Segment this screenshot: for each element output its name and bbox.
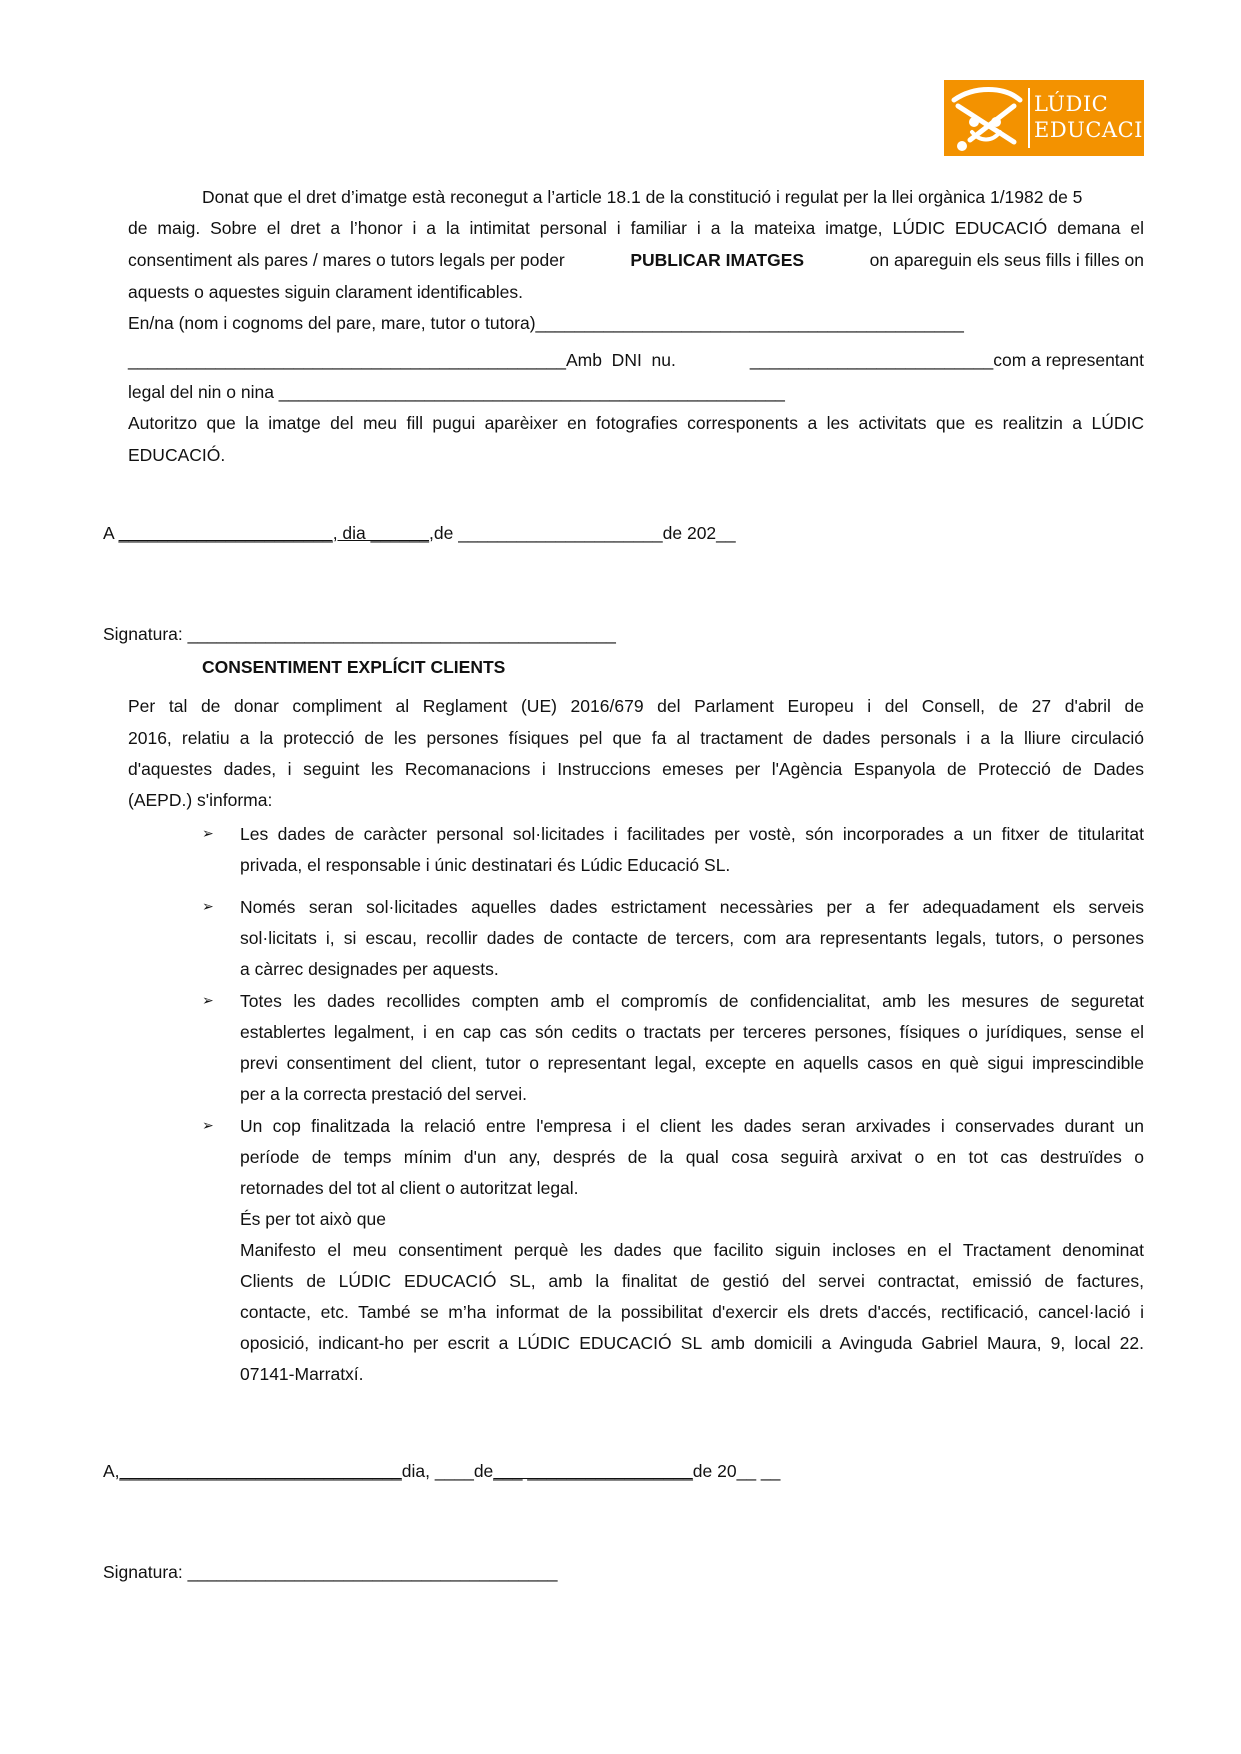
date-day-field-2[interactable]: ____ [434, 1461, 474, 1481]
date-line-2-a: A, [103, 1461, 120, 1481]
date-line-2 [103, 1459, 780, 1483]
bullet-3-line-4: per a la correcta prestació del servei. [240, 1084, 527, 1104]
authorization-line-1: Autoritzo que la imatge del meu fill pugui aparèixer en fotografies corresponents a les activitats que es realitzin a LÚDIC [128, 413, 1144, 433]
date-line-1-de: ,de [429, 523, 459, 543]
image-rights-line-3 [128, 248, 1144, 272]
bullet-4-line-2: període de temps mínim d'un any, després de la qual cosa seguirà arxivat o en tot cas destruïdes o [240, 1147, 1144, 1167]
children-logo-icon [944, 80, 1028, 156]
bullet-arrow-icon: ➢ [202, 826, 214, 842]
image-rights-line-1: Donat que el dret d’imatge està reconegut a l’article 18.1 de la constitució i regulat per la llei orgànica 1/1982 de 5 [202, 187, 1083, 207]
signature-field-2[interactable]: Signatura: ______________________________________ [103, 1562, 558, 1582]
date-month-field-2[interactable]: ___ _________________ [493, 1461, 693, 1481]
bullet-4-line-3: retornades del tot al client o autoritzat legal. [240, 1178, 579, 1198]
bullet-arrow-icon: ➢ [202, 1118, 214, 1134]
date-line-1-a: A [103, 523, 119, 543]
guardian-name-field[interactable]: En/na (nom i cognoms del pare, mare, tutor o tutora)____________________________________________ [128, 313, 964, 333]
bullet-3-line-1: Totes les dades recollides compten amb el compromís de confidencialitat, amb les mesures de seguretat [240, 991, 1144, 1011]
image-rights-line-2: de maig. Sobre el dret a l’honor i a la intimitat personal i familiar i a la mateixa imatge, LÚDIC EDUCACIÓ demana el [128, 218, 1144, 238]
manifest-line-5: 07141-Marratxí. [240, 1364, 364, 1384]
child-name-field[interactable]: legal del nin o nina ____________________________________________________ [128, 382, 785, 402]
date-year-field-1[interactable]: de 202__ [662, 523, 736, 543]
manifest-line-3: contacte, etc. També se m’ha informat de la possibilitat d'exercir els drets d'accés, rectificació, cancel·lació i [240, 1302, 1144, 1322]
bullet-arrow-icon: ➢ [202, 993, 214, 1009]
bullet-2-line-1: Només seran sol·licitades aquelles dades estrictament necessàries per a fer adequadament els serveis [240, 897, 1144, 917]
bullet-3-line-2: establertes legalment, i en cap cas són cedits o tractats per terceres persones, físiques o jurídiques, sense el [240, 1022, 1144, 1042]
consent-intro-line-4: (AEPD.) s'informa: [128, 790, 273, 810]
bullet-2-line-3: a càrrec designades per aquests. [240, 959, 499, 979]
bullet-1-line-1: Les dades de caràcter personal sol·licitades i facilitades per vostè, són incorporades a un fitxer de titularitat [240, 824, 1144, 844]
date-month-field-1[interactable]: _____________________ [458, 523, 663, 543]
consent-title: CONSENTIMENT EXPLÍCIT CLIENTS [202, 657, 506, 677]
bullet-arrow-icon: ➢ [202, 899, 214, 915]
logo-divider [1028, 88, 1030, 148]
bullet-3-line-3: previ consentiment del client, tutor o representant legal, excepte en aquells casos en què sigui imprescindible [240, 1053, 1144, 1073]
consent-intro-line-1: Per tal de donar compliment al Reglament (UE) 2016/679 del Parlament Europeu i del Consell, de 27 d'abril de [128, 696, 1144, 716]
date-year-field-2[interactable]: de 20__ __ [692, 1461, 781, 1481]
logo-text-educacio: EDUCACIÓ [1034, 118, 1161, 142]
date-place-field-2[interactable]: _____________________________ [119, 1461, 402, 1481]
ludic-educacio-logo [944, 80, 1161, 156]
bullet-1-line-2: privada, el responsable i únic destinatari és Lúdic Educació SL. [240, 855, 731, 875]
bullet-4-line-1: Un cop finalitzada la relació entre l'empresa i el client les dades seran arxivades i conservades durant un [240, 1116, 1144, 1136]
authorization-line-2: EDUCACIÓ. [128, 445, 226, 465]
image-rights-line-3-end: on apareguin els seus fills i filles on [869, 250, 1144, 270]
dni-line [128, 348, 1144, 372]
image-rights-line-3-start: consentiment als pares / mares o tutors legals per poder [128, 250, 565, 270]
manifest-line-2: Clients de LÚDIC EDUCACIÓ SL, amb la finalitat de gestió del servei contractat, emissió de factures, [240, 1271, 1144, 1291]
logo-text-ludic: LÚDIC [1034, 92, 1109, 116]
publish-images-emphasis: PUBLICAR IMATGES [630, 250, 805, 270]
image-rights-line-4: aquests o aquestes siguin clarament identificables. [128, 282, 523, 302]
representative-field[interactable]: _________________________com a representant [749, 350, 1144, 370]
manifest-line-4: oposició, indicant-ho per escrit a LÚDIC EDUCACIÓ SL amb domicili a Avinguda Gabriel Maura, 9, local 22. [240, 1333, 1144, 1353]
date-line-2-de: de [473, 1461, 494, 1481]
date-place-day-field-1[interactable]: ______________________, dia ______ [118, 523, 430, 543]
bullet-2-line-2: sol·licitats i, si escau, recollir dades de contacte de tercers, com ara representants legals, tutors, o persones [240, 928, 1144, 948]
consent-intro-line-3: d'aquestes dades, i seguint les Recomanacions i Instruccions emeses per l'Agència Espanyola de Protecció de Dades [128, 759, 1144, 779]
manifest-line-1: Manifesto el meu consentiment perquè les dades que facilito siguin incloses en el Tractament denominat [240, 1240, 1144, 1260]
dni-field[interactable]: _____________________________________________Amb DNI nu. [128, 350, 676, 370]
consent-intro-line-2: 2016, relatiu a la protecció de les persones físiques pel que fa al tractament de dades personals i a la lliure circulació [128, 728, 1144, 748]
date-line-2-dia: dia, [401, 1461, 435, 1481]
signature-field-1[interactable]: Signatura: ____________________________________________ [103, 624, 616, 644]
date-line-1 [103, 521, 736, 545]
es-per-tot-aixo: És per tot això que [240, 1209, 386, 1229]
